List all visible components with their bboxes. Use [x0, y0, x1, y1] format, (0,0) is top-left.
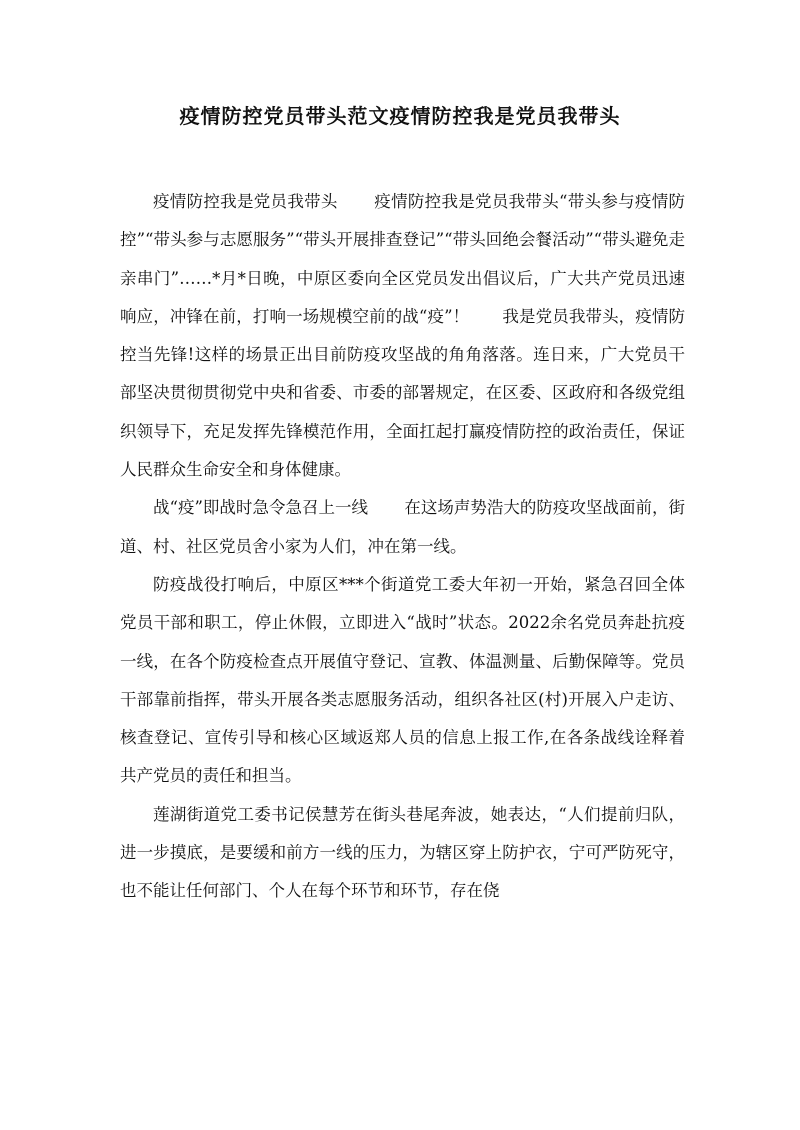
- paragraph-1-lead: 疫情防控我是党员我带头: [153, 192, 338, 211]
- paragraph-3: 防疫战役打响后，中原区***个街道党工委大年初一开始，紧急召回全体党员干部和职工，停止休假，立即进入“战时”状态。2022余名党员奔赴抗疫一线，在各个防疫检查点开展值守登记、宣教、体温测量、后勤保障等。党员干部靠前指挥，带头开展各类志愿服务活动，组织各社区(村)开展入户走访、核查登记、宣传引导和核心区域返郑人员的信息上报工作,在各条战线诠释着共产党员的责任和担当。: [120, 574, 685, 786]
- paragraph-2-text: 在这场声势浩大的防疫攻坚战面前，街道、村、社区党员舍小家为人们，冲在第一线。: [120, 498, 686, 556]
- paragraph-1: [120, 183, 685, 489]
- paragraph-2-lead: 战“疫”即战时急令急召上一线: [153, 498, 369, 518]
- paragraph-2: [120, 489, 685, 566]
- document-title: 疫情防控党员带头范文疫情防控我是党员我带头: [179, 104, 621, 128]
- paragraph-4: 莲湖街道党工委书记侯慧芳在街头巷尾奔波，她表达，“人们提前归队，进一步摸底，是要缓和前方一线的压力，为辖区穿上防护衣，宁可严防死守，也不能让任何部门、个人在每个环节和环节，存在侥: [120, 804, 685, 901]
- paragraph-1-text: 疫情防控我是党员我带头“带头参与疫情防控”“带头参与志愿服务”“带头开展排查登记”“带头回绝会餐活动”“带头避免走亲串门”……*月*日晚，中原区委向全区党员发出倡议后，广大共产党员迅速响应，冲锋在前，打响一场规模空前的战“疫”！ 我是党员我带头，疫情防控当先锋!这样的场景正出目前防疫攻坚战的角角落落。连日来，广大党员干部坚决贯彻贯彻党中央和省委、市委的部署规定，在区委、区政府和各级党组织领导下，充足发挥先锋模范作用，全面扛起打赢疫情防控的政治责任，保证人民群众生命安全和身体健康。: [120, 192, 686, 480]
- document-body: [120, 183, 685, 911]
